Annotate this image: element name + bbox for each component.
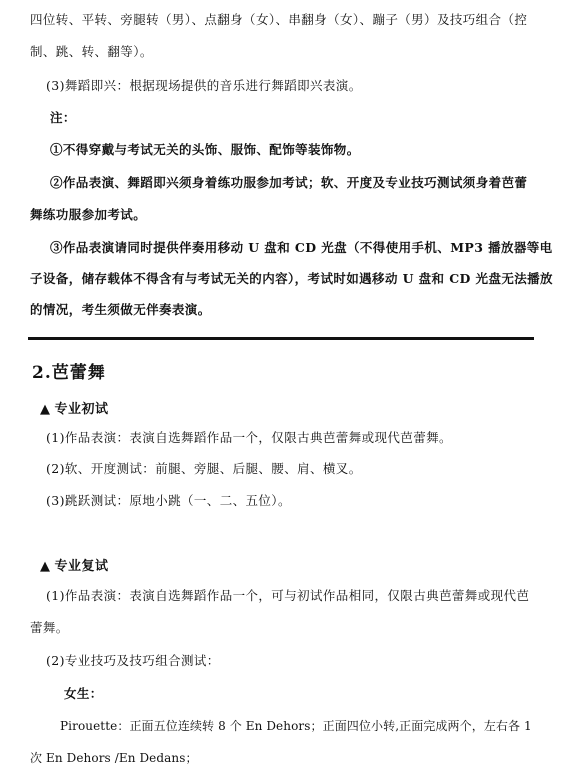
text-line: (3)舞蹈即兴：根据现场提供的音乐进行舞蹈即兴表演。	[46, 78, 362, 93]
note-label: 注：	[50, 110, 76, 125]
triangle-bullet-icon: ▲	[40, 559, 51, 574]
triangle-bullet-icon: ▲	[40, 402, 51, 417]
note-item: ③作品表演请同时提供伴奏用移动 U 盘和 CD 光盘（不得使用手机、MP3 播放器等电	[50, 240, 553, 255]
female-label: 女生：	[64, 686, 103, 701]
text-line: 四位转、平转、旁腿转（男）、点翻身（女）、串翻身（女）、蹦子（男）及技巧组合（控	[30, 12, 528, 27]
note-item-cont: 舞练功服参加考试。	[30, 207, 147, 222]
list-item-cont: 蕾舞。	[30, 620, 69, 635]
pirouette-line: Pirouette：正面五位连续转 8 个 En Dehors；正面四位小转,正面完成两个，左右各 1	[60, 719, 532, 733]
subsection-heading	[40, 555, 109, 574]
list-item: (1)作品表演：表演自选舞蹈作品一个，可与初试作品相同，仅限古典芭蕾舞或现代芭	[46, 588, 530, 603]
list-item: (1)作品表演：表演自选舞蹈作品一个，仅限古典芭蕾舞或现代芭蕾舞。	[46, 430, 452, 445]
note-item-cont: 子设备，储存载体不得含有与考试无关的内容），考试时如遇移动 U 盘和 CD 光盘无法播放	[30, 271, 553, 286]
list-item: (2)专业技巧及技巧组合测试：	[46, 653, 220, 668]
section-divider	[28, 337, 534, 340]
text-line: 制、跳、转、翻等）。	[30, 44, 153, 59]
section-title: 2.芭蕾舞	[32, 363, 106, 383]
subsection-heading	[40, 398, 109, 417]
list-item: (2)软、开度测试：前腿、旁腿、后腿、腰、肩、横叉。	[46, 461, 362, 476]
pirouette-line-cont: 次 En Dehors /En Dedans；	[30, 751, 198, 765]
list-item: (3)跳跃测试：原地小跳（一、二、五位）。	[46, 493, 291, 508]
subsection-heading-text: 专业初试	[54, 402, 109, 417]
note-item-cont: 的情况，考生须做无伴奏表演。	[30, 302, 211, 317]
note-item: ②作品表演、舞蹈即兴须身着练功服参加考试；软、开度及专业技巧测试须身着芭蕾	[50, 175, 528, 190]
subsection-heading-text: 专业复试	[54, 559, 109, 574]
note-item: ①不得穿戴与考试无关的头饰、服饰、配饰等装饰物。	[50, 142, 360, 157]
